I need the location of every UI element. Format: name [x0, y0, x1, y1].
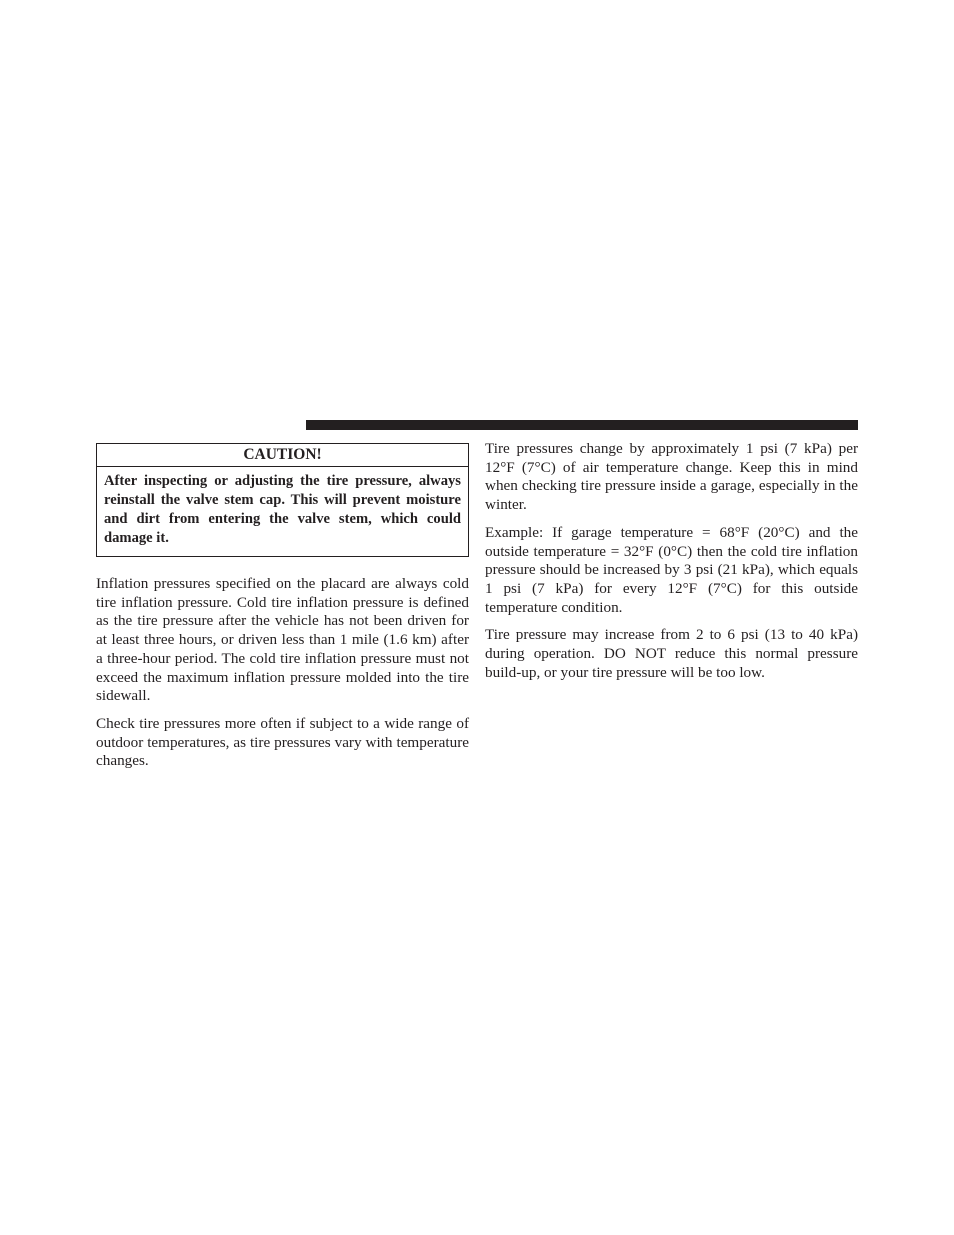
left-column [96, 440, 469, 771]
paragraph-garage-example: Example: If garage temperature = 68°F (20°C) and the outside temperature = 32°F (0°C) then the cold tire inflation pressure should be increased by 3 psi (21 kPa), which equals 1 psi (7 kPa) for every 12°F (7°C) for this outside temperature condition. [485, 523, 858, 616]
right-column [485, 440, 858, 682]
caution-text: After inspecting or adjusting the tire pressure, always reinstall the valve stem cap. This will prevent moisture and dirt from entering the valve stem, which could damage it. [104, 473, 461, 546]
paragraph-pressure-change: Tire pressures change by approximately 1 psi (7 kPa) per 12°F (7°C) of air temperature change. Keep this in mind when checking tire pressure inside a garage, especially in the winter. [485, 440, 858, 514]
paragraph-check-often: Check tire pressures more often if subject to a wide range of outdoor temperatures, as tire pressures vary with temperature changes. [96, 714, 469, 770]
caution-title: CAUTION! [97, 444, 468, 467]
caution-box [96, 443, 469, 557]
paragraph-operation-increase: Tire pressure may increase from 2 to 6 psi (13 to 40 kPa) during operation. DO NOT reduce this normal pressure build-up, or your tire pressure will be too low. [485, 626, 858, 681]
paragraph-cold-inflation: Inflation pressures specified on the placard are always cold tire inflation pressure. Cold tire inflation pressure is defined as the tire pressure after the vehicle has not been driven for at least three hours, or driven less than 1 mile (1.6 km) after a three-hour period. The cold tire inflation pressure must not exceed the maximum inflation pressure molded into the tire sidewall. [96, 575, 469, 705]
section-header-bar [306, 420, 858, 430]
